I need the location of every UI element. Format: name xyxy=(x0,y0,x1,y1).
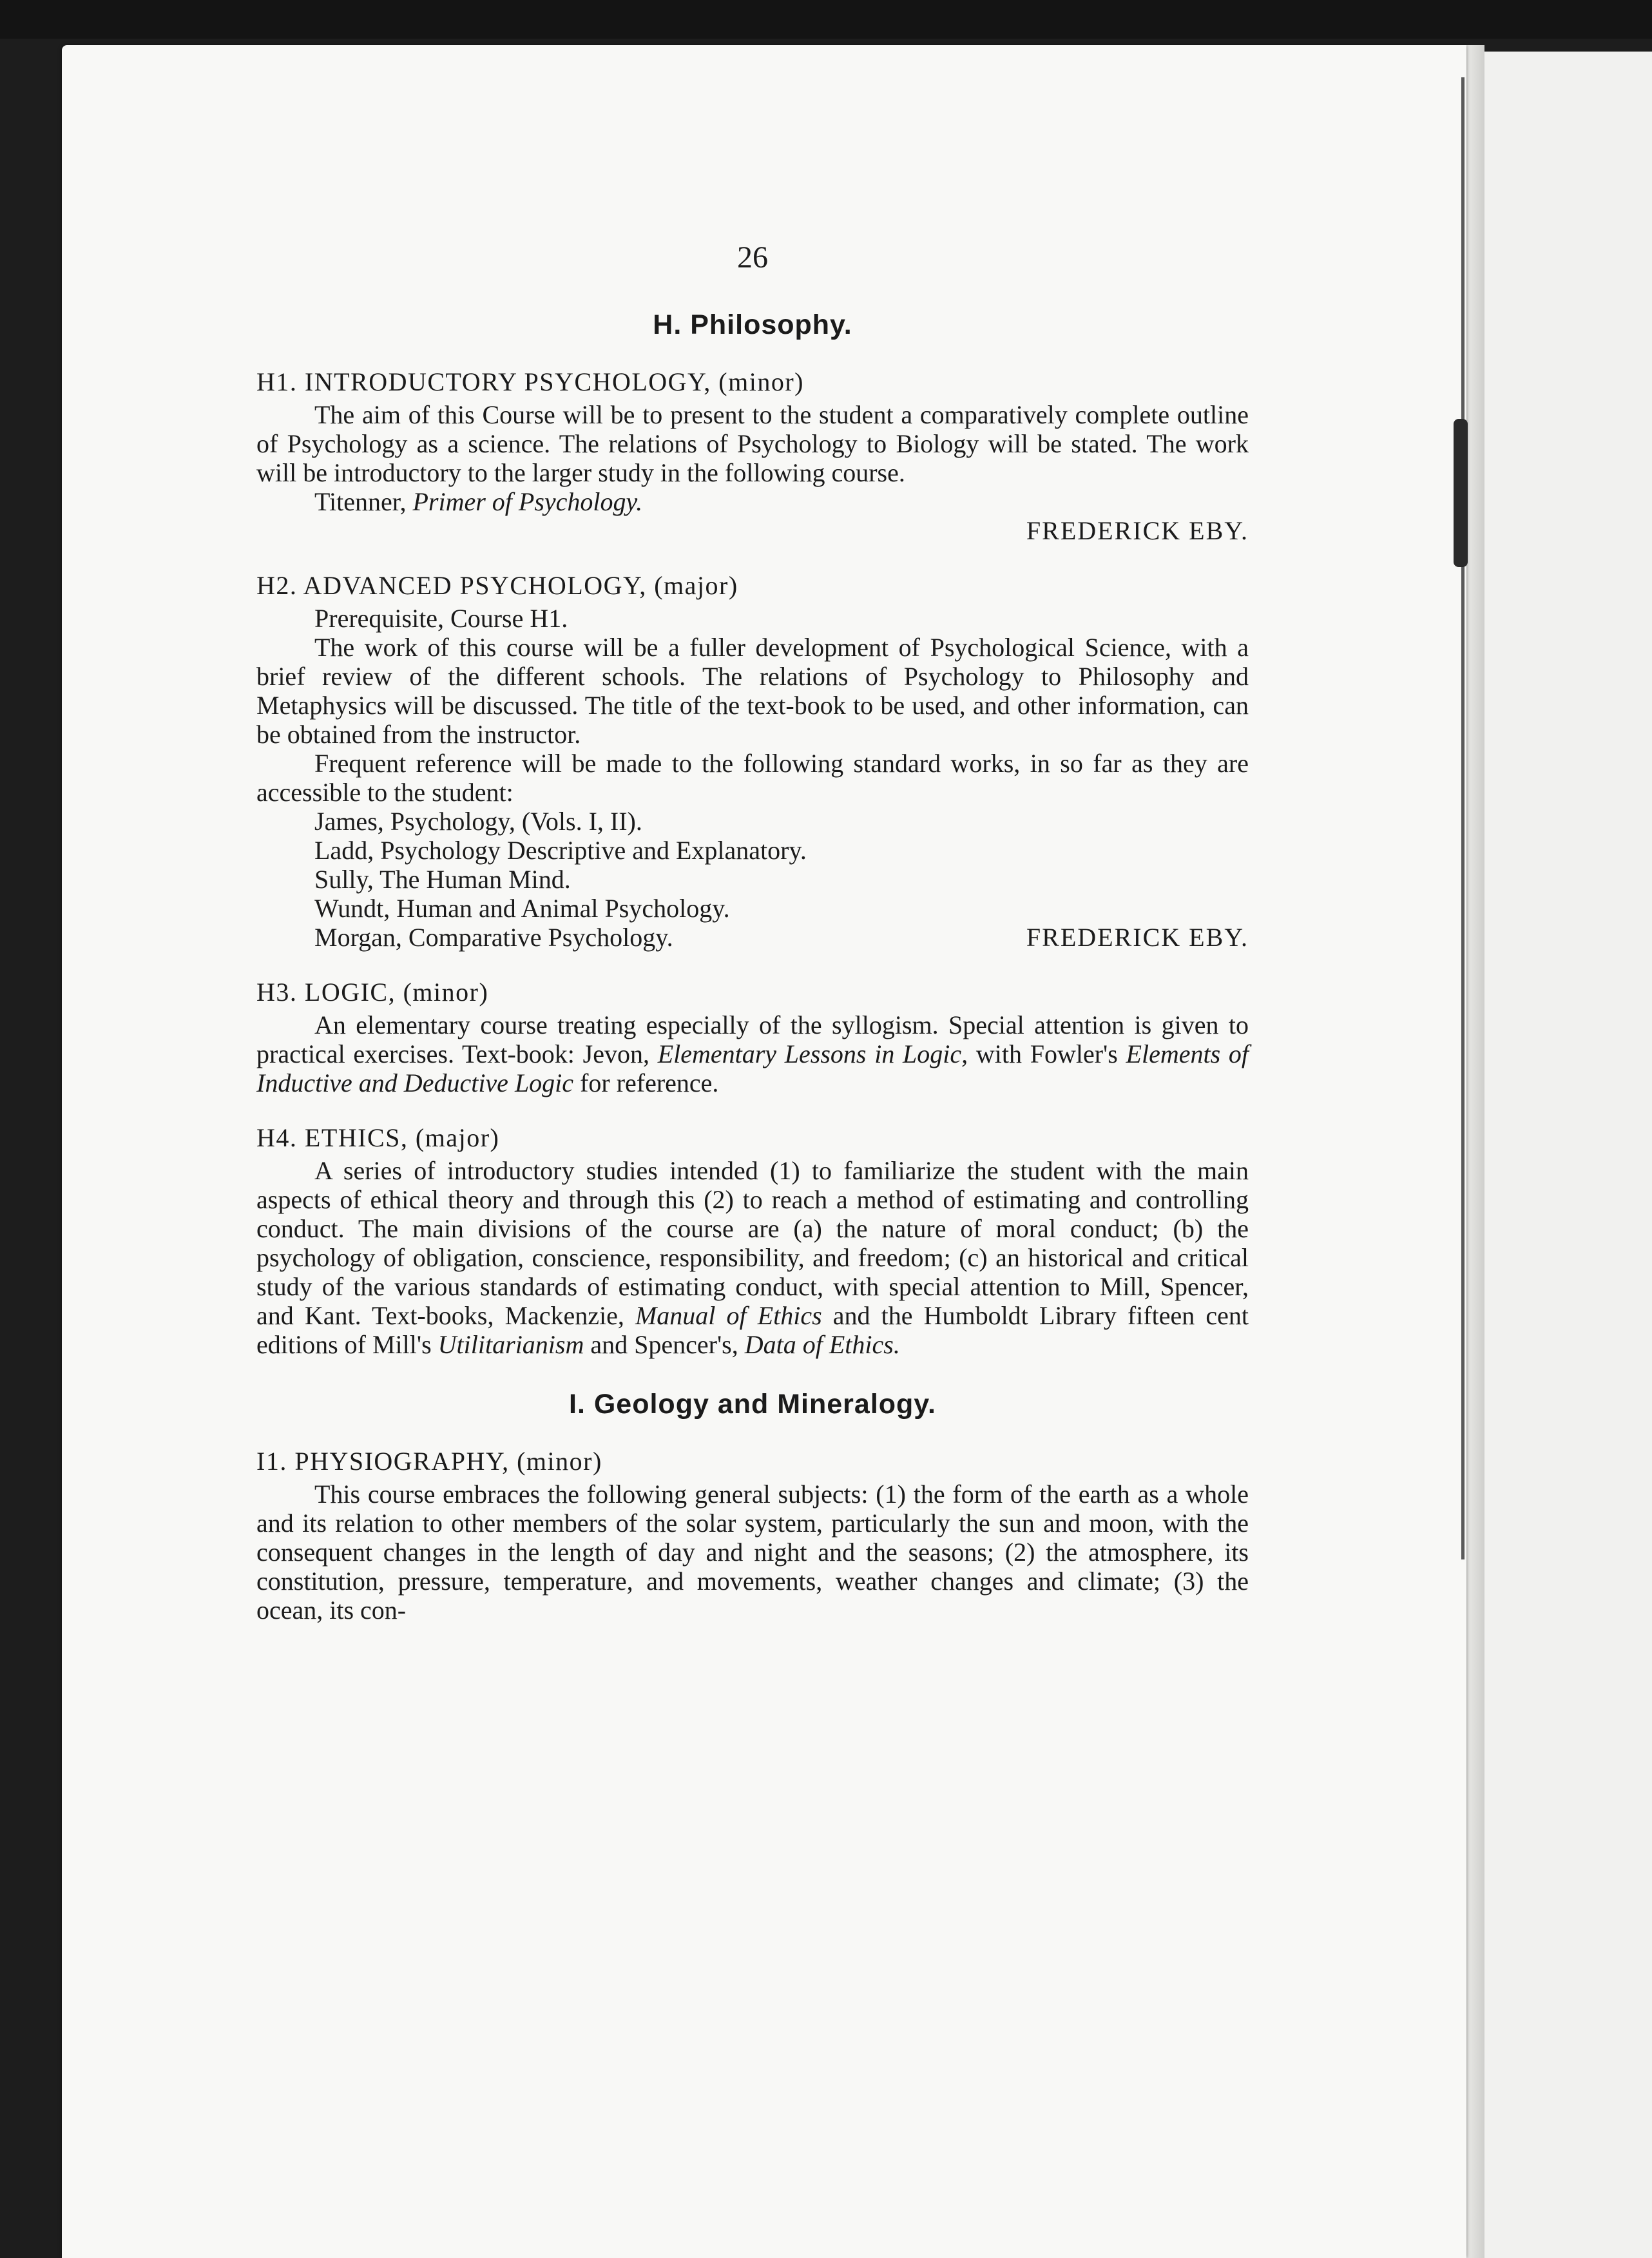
tear-mark xyxy=(1454,419,1468,567)
course-i1 xyxy=(256,1447,1249,1625)
course-description xyxy=(256,1156,1249,1359)
book-title: Elements of Inductive and Deductive Logic xyxy=(256,1039,1249,1097)
course-heading: H4. ETHICS, (major) xyxy=(256,1123,500,1152)
page-number: 26 xyxy=(737,240,768,275)
textbook-author: Titenner, xyxy=(314,487,413,516)
description-text: A series of introductory studies intended (1) to familiarize the student with the main aspects of ethical theory and through this (2) to reach a method of estimating and controlling conduct. The main divisions of the course are (a) the nature of moral conduct; (b) the psychology of obligation, conscience, responsibility, and freedom; (c) an historical and critical study of the various standards of estimating conduct, with special attention to Mill, Spencer, and Kant. Text-books, Mackenzie, xyxy=(256,1156,1249,1330)
course-prerequisite: Prerequisite, Course H1. xyxy=(314,604,568,633)
section-title-philosophy: H. Philosophy. xyxy=(653,309,852,340)
book-title: Manual of Ethics xyxy=(635,1301,822,1330)
gutter-shadow xyxy=(1461,77,1465,1559)
textbook-title: Primer of Psychology. xyxy=(412,487,643,516)
course-heading: H2. ADVANCED PSYCHOLOGY, (major) xyxy=(256,571,738,600)
reference-item: James, Psychology, (Vols. I, II). xyxy=(314,807,642,836)
description-text: for reference. xyxy=(573,1068,719,1097)
course-heading: I1. PHYSIOGRAPHY, (minor) xyxy=(256,1447,602,1476)
course-description xyxy=(256,1010,1249,1097)
book-title: Data of Ethics. xyxy=(744,1330,900,1359)
instructor-name: FREDERICK EBY. xyxy=(1026,923,1249,952)
reference-item: Wundt, Human and Animal Psychology. xyxy=(314,894,730,923)
reference-item: Morgan, Comparative Psychology. xyxy=(314,923,673,952)
course-description: The work of this course will be a fuller development of Psychological Science, with a brief review of the different schools. The relations of Psychology to Philosophy and Metaphysics will be discussed. The title of the text-book to be used, and other information, can be obtained from the instructor. xyxy=(256,633,1249,749)
book-spine xyxy=(1466,45,1484,2258)
instructor-name: FREDERICK EBY. xyxy=(1026,516,1249,545)
reference-intro: Frequent reference will be made to the following standard works, in so far as they are accessible to the student: xyxy=(256,749,1249,807)
course-h3 xyxy=(256,978,1249,1097)
course-description: The aim of this Course will be to present to the student a comparatively complete outline of Psychology as a science. The relations of Psychology to Biology will be stated. The work will be introductory to the larger study in the following course. xyxy=(256,400,1249,487)
course-heading: H3. LOGIC, (minor) xyxy=(256,978,489,1007)
course-h2 xyxy=(256,571,1249,952)
reference-item: Ladd, Psychology Descriptive and Explanatory. xyxy=(314,836,807,865)
book-title: Elementary Lessons in Logic, xyxy=(657,1039,968,1068)
course-h1 xyxy=(256,367,1249,545)
course-description: This course embraces the following general subjects: (1) the form of the earth as a whole and its relation to other members of the solar system, particularly the sun and moon, with the consequent changes in the length of day and night and the seasons; (2) the atmosphere, its constitution, pressure, temperature, and movements, weather changes and climate; (3) the ocean, its con- xyxy=(256,1480,1249,1625)
course-heading: H1. INTRODUCTORY PSYCHOLOGY, (minor) xyxy=(256,367,804,396)
scan-border-top xyxy=(0,0,1652,39)
book-title: Utilitarianism xyxy=(437,1330,584,1359)
page-text xyxy=(256,238,1249,1650)
course-h4 xyxy=(256,1123,1249,1359)
description-text: and the Humboldt Library fifteen cent editions of Mill's xyxy=(256,1301,1249,1359)
description-text: An elementary course treating especially of the syllogism. Special attention is given to practical exercises. Text-book: Jevon, xyxy=(256,1010,1249,1068)
section-title-geology: I. Geology and Mineralogy. xyxy=(569,1389,936,1420)
reference-item: Sully, The Human Mind. xyxy=(314,865,571,894)
description-text: with Fowler's xyxy=(968,1039,1126,1068)
reference-item-last xyxy=(256,923,1249,952)
description-text: and Spencer's, xyxy=(584,1330,745,1359)
adjacent-page-edge xyxy=(1484,52,1652,2258)
course-textbook xyxy=(256,487,1249,516)
